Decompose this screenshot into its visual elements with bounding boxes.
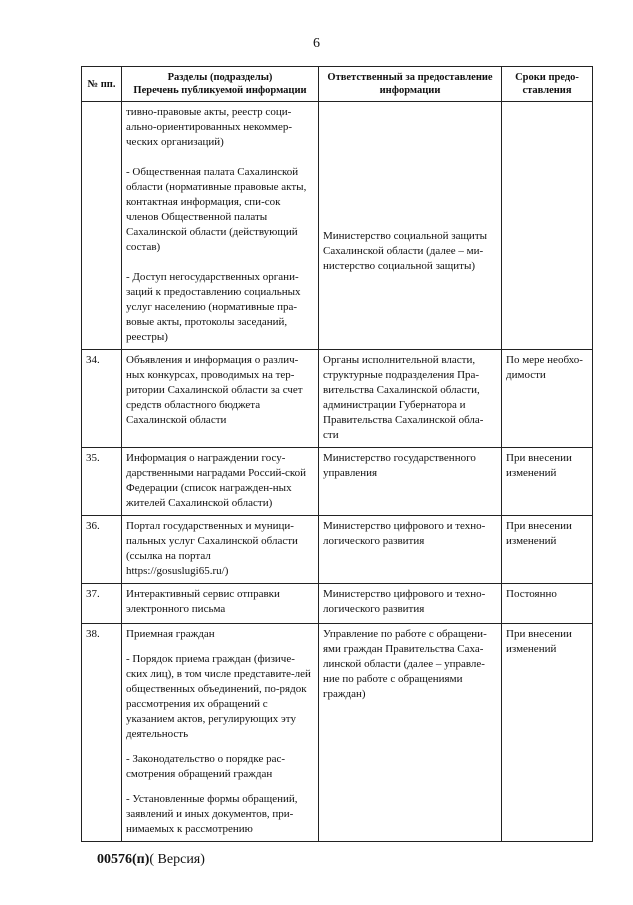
cell-section (122, 624, 319, 842)
table-row (82, 448, 593, 516)
table-row (82, 624, 593, 842)
header-responsible-line1: Ответственный за предоставление (327, 72, 493, 83)
cell-section: Портал государственных и муници-пальных услуг Сахалинской области (ссылка на портал https://gosuslugi65.ru/) (122, 516, 319, 584)
information-table (81, 66, 593, 842)
section-part: - Законодательство о порядке рас-смотрения обращений граждан (126, 753, 286, 780)
cell-terms: Постоянно (502, 584, 593, 624)
cell-terms: При внесении изменений (502, 624, 593, 842)
cell-terms (502, 102, 593, 350)
cell-section: Интерактивный сервис отправки электронного письма (122, 584, 319, 624)
table-row-continuation (82, 102, 593, 350)
table-row (82, 516, 593, 584)
cell-num: 37. (82, 584, 122, 624)
section-title: Приемная граждан (126, 628, 215, 640)
cell-terms: При внесении изменений (502, 516, 593, 584)
header-num: № пп. (82, 67, 122, 102)
header-section-line1: Разделы (подразделы) (167, 72, 273, 83)
cell-terms: При внесении изменений (502, 448, 593, 516)
cell-responsible: Министерство цифрового и техно-логического развития (319, 584, 502, 624)
page-number: 6 (313, 36, 320, 51)
cell-section (122, 102, 319, 350)
section-part: тивно-правовые акты, реестр соци-ально-ориентированных некоммер-ческих организаций) (126, 106, 293, 148)
cell-responsible: Управление по работе с обращени-ями граждан Правительства Саха-линской области (далее – управле-ние по работе с обращениями граждан) (319, 624, 502, 842)
header-responsible-line2: информации (379, 85, 441, 96)
section-part: - Доступ негосударственных органи-заций к предоставлению социальных услуг населению (нормативные пра-вовые акты, протоколы заседаний, реестры) (126, 271, 301, 343)
header-responsible (319, 67, 502, 102)
document-footer (97, 852, 205, 868)
header-section-line2: Перечень публикуемой информации (133, 85, 307, 96)
header-section (122, 67, 319, 102)
responsible-text: Министерство социальной защиты Сахалинской области (далее – ми-нистерство социальной защиты) (323, 230, 488, 272)
header-terms-line2: ставления (522, 85, 572, 96)
header-terms (502, 67, 593, 102)
cell-section: Объявления и информация о различ-ных конкурсах, проводимых на тер-ритории Сахалинской области за счет средств областного бюджета Сахалинской области (122, 350, 319, 448)
cell-num: 36. (82, 516, 122, 584)
section-part: - Установленные формы обращений, заявлений и иных документов, при-нимаемых к рассмотрению (126, 793, 298, 835)
cell-terms: По мере необхо-димости (502, 350, 593, 448)
cell-responsible: Министерство цифрового и техно-логического развития (319, 516, 502, 584)
cell-num: 38. (82, 624, 122, 842)
cell-num (82, 102, 122, 350)
table-row (82, 584, 593, 624)
footer-version: ( Версия) (149, 852, 205, 867)
cell-num: 35. (82, 448, 122, 516)
section-part: - Общественная палата Сахалинской области (нормативные правовые акты, контактная информация, спи-сок членов Общественной палаты Сахалинской области (действующий состав) (126, 166, 307, 253)
section-part: - Порядок приема граждан (физиче-ских лиц), в том числе представите-лей общественных объединений, по-рядок рассмотрения их обращений с указанием актов, регулирующих эту деятельность (126, 653, 311, 740)
table-header-row (82, 67, 593, 102)
cell-responsible: Органы исполнительной власти, структурные подразделения Пра-вительства Сахалинской области, администрации Губернатора и Правительства Сахалинской обла-сти (319, 350, 502, 448)
cell-num: 34. (82, 350, 122, 448)
cell-responsible (319, 102, 502, 350)
header-terms-line1: Сроки предо- (515, 72, 579, 83)
footer-code: 00576(п) (97, 852, 150, 867)
table-row (82, 350, 593, 448)
cell-responsible: Министерство государственного управления (319, 448, 502, 516)
cell-section: Информация о награждении госу-дарственными наградами Россий-ской Федерации (список награжден-ных жителей Сахалинской области) (122, 448, 319, 516)
